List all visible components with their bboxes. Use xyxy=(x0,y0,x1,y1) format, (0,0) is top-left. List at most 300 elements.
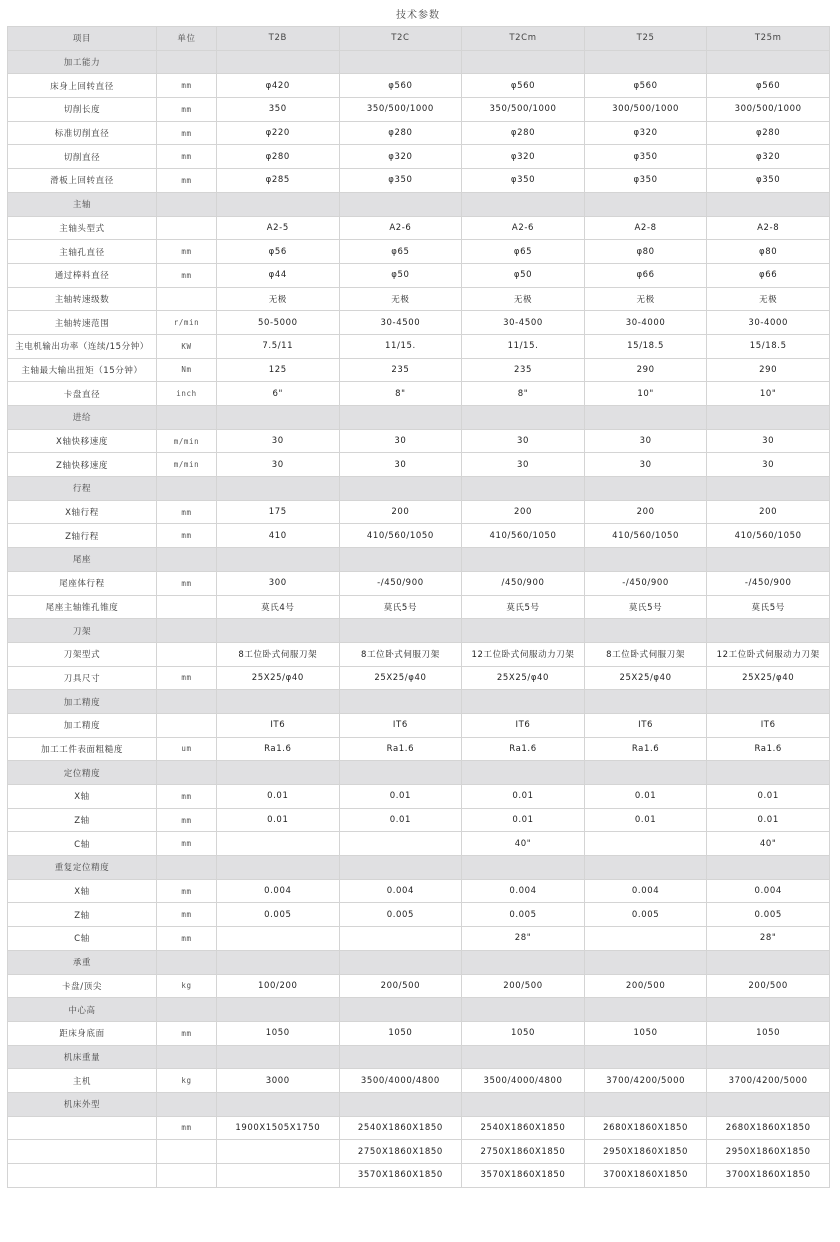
section-empty-cell xyxy=(707,548,830,572)
value-cell: φ350 xyxy=(339,169,462,193)
section-empty-cell xyxy=(157,1045,217,1069)
value-cell: 0.01 xyxy=(584,785,707,809)
section-empty-cell xyxy=(339,761,462,785)
table-row xyxy=(8,974,830,998)
value-cell: 30 xyxy=(584,453,707,477)
value-cell: 30 xyxy=(217,429,340,453)
value-cell: 莫氏5号 xyxy=(584,595,707,619)
value-cell: IT6 xyxy=(339,713,462,737)
section-empty-cell xyxy=(217,548,340,572)
section-empty-cell xyxy=(157,406,217,430)
unit-cell: KW xyxy=(157,334,217,358)
section-empty-cell xyxy=(707,950,830,974)
section-empty-cell xyxy=(462,1092,585,1116)
value-cell: 290 xyxy=(707,358,830,382)
unit-cell: mm xyxy=(157,240,217,264)
item-cell xyxy=(8,1116,157,1140)
section-empty-cell xyxy=(707,690,830,714)
value-cell: 0.005 xyxy=(707,903,830,927)
section-empty-cell xyxy=(217,1045,340,1069)
section-empty-cell xyxy=(584,548,707,572)
section-empty-cell xyxy=(707,50,830,74)
section-empty-cell xyxy=(157,548,217,572)
section-row xyxy=(8,950,830,974)
item-cell: 卡盘/顶尖 xyxy=(8,974,157,998)
unit-cell: mm xyxy=(157,927,217,951)
value-cell: φ65 xyxy=(462,240,585,264)
item-cell: 主轴最大输出扭矩（15分钟） xyxy=(8,358,157,382)
value-cell: 30-4500 xyxy=(462,311,585,335)
section-row xyxy=(8,548,830,572)
value-cell xyxy=(217,832,340,856)
item-cell xyxy=(8,1140,157,1164)
value-cell: 无极 xyxy=(707,287,830,311)
value-cell: φ560 xyxy=(707,74,830,98)
unit-cell: r/min xyxy=(157,311,217,335)
section-row xyxy=(8,998,830,1022)
section-label: 加工精度 xyxy=(8,690,157,714)
section-empty-cell xyxy=(157,761,217,785)
value-cell: Ra1.6 xyxy=(339,737,462,761)
value-cell: 8工位卧式伺服刀架 xyxy=(217,642,340,666)
section-empty-cell xyxy=(707,998,830,1022)
section-row xyxy=(8,761,830,785)
value-cell: 0.01 xyxy=(707,785,830,809)
value-cell: 0.004 xyxy=(462,879,585,903)
unit-cell: mm xyxy=(157,666,217,690)
value-cell: 30 xyxy=(339,453,462,477)
item-cell: 主电机输出功率（连续/15分钟） xyxy=(8,334,157,358)
section-empty-cell xyxy=(707,406,830,430)
section-label: 机床重量 xyxy=(8,1045,157,1069)
section-empty-cell xyxy=(462,761,585,785)
section-label: 主轴 xyxy=(8,192,157,216)
section-empty-cell xyxy=(462,548,585,572)
value-cell: 1050 xyxy=(217,1021,340,1045)
value-cell: 0.004 xyxy=(707,879,830,903)
table-row xyxy=(8,263,830,287)
unit-cell: mm xyxy=(157,263,217,287)
value-cell: 200/500 xyxy=(339,974,462,998)
value-cell xyxy=(584,927,707,951)
value-cell: IT6 xyxy=(462,713,585,737)
unit-cell: mm xyxy=(157,145,217,169)
value-cell: Ra1.6 xyxy=(462,737,585,761)
section-empty-cell xyxy=(339,477,462,501)
value-cell: 200 xyxy=(339,500,462,524)
value-cell: 无极 xyxy=(584,287,707,311)
value-cell: 0.005 xyxy=(584,903,707,927)
item-cell: C轴 xyxy=(8,832,157,856)
section-empty-cell xyxy=(217,50,340,74)
value-cell: φ280 xyxy=(462,121,585,145)
table-row xyxy=(8,334,830,358)
section-empty-cell xyxy=(157,690,217,714)
header-model-t2cm: T2Cm xyxy=(462,27,585,51)
item-cell: Z轴行程 xyxy=(8,524,157,548)
unit-cell: inch xyxy=(157,382,217,406)
section-row xyxy=(8,856,830,880)
table-row xyxy=(8,808,830,832)
section-empty-cell xyxy=(157,477,217,501)
item-cell: 尾座体行程 xyxy=(8,571,157,595)
section-empty-cell xyxy=(157,998,217,1022)
value-cell: 12工位卧式伺服动力刀架 xyxy=(462,642,585,666)
value-cell: 410 xyxy=(217,524,340,548)
section-empty-cell xyxy=(339,1092,462,1116)
header-model-t2b: T2B xyxy=(217,27,340,51)
unit-cell: kg xyxy=(157,974,217,998)
item-cell: 切削长度 xyxy=(8,98,157,122)
section-empty-cell xyxy=(339,50,462,74)
section-empty-cell xyxy=(462,50,585,74)
header-unit: 单位 xyxy=(157,27,217,51)
value-cell: 15/18.5 xyxy=(707,334,830,358)
section-empty-cell xyxy=(462,406,585,430)
value-cell: 11/15. xyxy=(462,334,585,358)
value-cell: IT6 xyxy=(707,713,830,737)
item-cell: X轴行程 xyxy=(8,500,157,524)
value-cell: 1050 xyxy=(584,1021,707,1045)
value-cell: 0.005 xyxy=(217,903,340,927)
value-cell: IT6 xyxy=(217,713,340,737)
section-empty-cell xyxy=(339,856,462,880)
value-cell: 100/200 xyxy=(217,974,340,998)
value-cell: 15/18.5 xyxy=(584,334,707,358)
value-cell: φ66 xyxy=(707,263,830,287)
value-cell: φ320 xyxy=(584,121,707,145)
table-row xyxy=(8,571,830,595)
value-cell: 28" xyxy=(707,927,830,951)
item-cell: C轴 xyxy=(8,927,157,951)
section-empty-cell xyxy=(157,619,217,643)
item-cell: Z轴 xyxy=(8,903,157,927)
section-label: 机床外型 xyxy=(8,1092,157,1116)
value-cell: 28" xyxy=(462,927,585,951)
table-row xyxy=(8,287,830,311)
value-cell: -/450/900 xyxy=(339,571,462,595)
section-empty-cell xyxy=(462,856,585,880)
value-cell: 300/500/1000 xyxy=(707,98,830,122)
item-cell: 主轴转速范围 xyxy=(8,311,157,335)
value-cell: 1050 xyxy=(462,1021,585,1045)
value-cell: φ560 xyxy=(584,74,707,98)
unit-cell: m/min xyxy=(157,453,217,477)
value-cell: 350 xyxy=(217,98,340,122)
value-cell: 235 xyxy=(462,358,585,382)
section-row xyxy=(8,477,830,501)
table-row xyxy=(8,98,830,122)
item-cell: Z轴 xyxy=(8,808,157,832)
table-row xyxy=(8,713,830,737)
value-cell: 350/500/1000 xyxy=(462,98,585,122)
header-model-t2c: T2C xyxy=(339,27,462,51)
value-cell xyxy=(584,832,707,856)
section-row xyxy=(8,690,830,714)
value-cell: 10" xyxy=(707,382,830,406)
value-cell: φ66 xyxy=(584,263,707,287)
value-cell: φ80 xyxy=(707,240,830,264)
value-cell: 3700/4200/5000 xyxy=(584,1069,707,1093)
item-cell: 主机 xyxy=(8,1069,157,1093)
value-cell: 410/560/1050 xyxy=(462,524,585,548)
value-cell: 30 xyxy=(707,453,830,477)
section-empty-cell xyxy=(462,192,585,216)
section-empty-cell xyxy=(462,690,585,714)
value-cell: φ320 xyxy=(339,145,462,169)
unit-cell: mm xyxy=(157,879,217,903)
unit-cell xyxy=(157,713,217,737)
value-cell: 125 xyxy=(217,358,340,382)
value-cell: IT6 xyxy=(584,713,707,737)
section-empty-cell xyxy=(707,1092,830,1116)
value-cell: φ220 xyxy=(217,121,340,145)
section-empty-cell xyxy=(157,856,217,880)
value-cell: 3700X1860X1850 xyxy=(707,1164,830,1188)
item-cell: 主轴孔直径 xyxy=(8,240,157,264)
table-row xyxy=(8,429,830,453)
value-cell: 0.01 xyxy=(707,808,830,832)
unit-cell xyxy=(157,216,217,240)
unit-cell xyxy=(157,642,217,666)
section-label: 中心高 xyxy=(8,998,157,1022)
section-empty-cell xyxy=(584,998,707,1022)
value-cell: 6" xyxy=(217,382,340,406)
value-cell: 11/15. xyxy=(339,334,462,358)
section-empty-cell xyxy=(157,50,217,74)
value-cell: 300/500/1000 xyxy=(584,98,707,122)
header-model-t25m: T25m xyxy=(707,27,830,51)
value-cell: φ560 xyxy=(462,74,585,98)
value-cell: 1050 xyxy=(339,1021,462,1045)
value-cell: 0.004 xyxy=(217,879,340,903)
unit-cell: um xyxy=(157,737,217,761)
value-cell: 2750X1860X1850 xyxy=(462,1140,585,1164)
section-label: 重复定位精度 xyxy=(8,856,157,880)
item-cell xyxy=(8,1164,157,1188)
value-cell: φ350 xyxy=(707,169,830,193)
value-cell: 无极 xyxy=(462,287,585,311)
unit-cell: mm xyxy=(157,832,217,856)
value-cell: Ra1.6 xyxy=(217,737,340,761)
table-title: 技术参数 xyxy=(396,9,440,21)
table-row xyxy=(8,1021,830,1045)
table-row xyxy=(8,642,830,666)
unit-cell: mm xyxy=(157,500,217,524)
table-row xyxy=(8,524,830,548)
value-cell xyxy=(339,832,462,856)
unit-cell: mm xyxy=(157,74,217,98)
item-cell: 距床身底面 xyxy=(8,1021,157,1045)
value-cell: 200/500 xyxy=(462,974,585,998)
section-empty-cell xyxy=(339,406,462,430)
unit-cell: mm xyxy=(157,98,217,122)
value-cell xyxy=(217,1140,340,1164)
section-empty-cell xyxy=(217,856,340,880)
value-cell: 30 xyxy=(584,429,707,453)
value-cell: 12工位卧式伺服动力刀架 xyxy=(707,642,830,666)
section-empty-cell xyxy=(339,192,462,216)
value-cell: 410/560/1050 xyxy=(584,524,707,548)
section-empty-cell xyxy=(584,619,707,643)
section-row xyxy=(8,1045,830,1069)
item-cell: 标准切削直径 xyxy=(8,121,157,145)
table-row xyxy=(8,785,830,809)
value-cell: 25X25/φ40 xyxy=(217,666,340,690)
section-empty-cell xyxy=(157,950,217,974)
value-cell: 2950X1860X1850 xyxy=(584,1140,707,1164)
section-row xyxy=(8,1092,830,1116)
table-row xyxy=(8,1140,830,1164)
section-empty-cell xyxy=(339,548,462,572)
value-cell: A2-5 xyxy=(217,216,340,240)
value-cell: 2680X1860X1850 xyxy=(707,1116,830,1140)
value-cell: 莫氏4号 xyxy=(217,595,340,619)
table-row xyxy=(8,1069,830,1093)
section-empty-cell xyxy=(462,619,585,643)
table-row xyxy=(8,358,830,382)
unit-cell: mm xyxy=(157,903,217,927)
header-item: 项目 xyxy=(8,27,157,51)
value-cell: /450/900 xyxy=(462,571,585,595)
value-cell: φ80 xyxy=(584,240,707,264)
section-label: 加工能力 xyxy=(8,50,157,74)
value-cell: 40" xyxy=(707,832,830,856)
section-row xyxy=(8,619,830,643)
table-row xyxy=(8,145,830,169)
section-label: 尾座 xyxy=(8,548,157,572)
value-cell: 290 xyxy=(584,358,707,382)
item-cell: 主轴头型式 xyxy=(8,216,157,240)
value-cell: 200/500 xyxy=(584,974,707,998)
table-row xyxy=(8,595,830,619)
item-cell: X轴 xyxy=(8,785,157,809)
value-cell: 25X25/φ40 xyxy=(462,666,585,690)
section-empty-cell xyxy=(707,856,830,880)
section-empty-cell xyxy=(217,950,340,974)
section-empty-cell xyxy=(462,477,585,501)
section-empty-cell xyxy=(157,192,217,216)
value-cell: φ50 xyxy=(339,263,462,287)
section-empty-cell xyxy=(462,998,585,1022)
value-cell: 0.01 xyxy=(462,808,585,832)
section-empty-cell xyxy=(584,406,707,430)
value-cell: 3500/4000/4800 xyxy=(339,1069,462,1093)
section-label: 进给 xyxy=(8,406,157,430)
value-cell: 3570X1860X1850 xyxy=(339,1164,462,1188)
section-empty-cell xyxy=(707,477,830,501)
section-empty-cell xyxy=(584,690,707,714)
table-row xyxy=(8,1116,830,1140)
section-empty-cell xyxy=(707,192,830,216)
value-cell: 0.005 xyxy=(339,903,462,927)
unit-cell: kg xyxy=(157,1069,217,1093)
section-empty-cell xyxy=(584,856,707,880)
value-cell: 30 xyxy=(462,429,585,453)
value-cell: φ285 xyxy=(217,169,340,193)
value-cell: 30 xyxy=(217,453,340,477)
value-cell: 3000 xyxy=(217,1069,340,1093)
value-cell: 10" xyxy=(584,382,707,406)
value-cell: 2540X1860X1850 xyxy=(339,1116,462,1140)
value-cell: φ280 xyxy=(217,145,340,169)
value-cell: Ra1.6 xyxy=(707,737,830,761)
item-cell: 卡盘直径 xyxy=(8,382,157,406)
value-cell: 200/500 xyxy=(707,974,830,998)
value-cell: 2750X1860X1850 xyxy=(339,1140,462,1164)
value-cell: 莫氏5号 xyxy=(462,595,585,619)
value-cell: 30 xyxy=(339,429,462,453)
value-cell: 无极 xyxy=(217,287,340,311)
value-cell: 0.01 xyxy=(217,808,340,832)
unit-cell: mm xyxy=(157,169,217,193)
item-cell: X轴 xyxy=(8,879,157,903)
table-row xyxy=(8,903,830,927)
value-cell: A2-8 xyxy=(707,216,830,240)
value-cell: 30 xyxy=(707,429,830,453)
value-cell: φ65 xyxy=(339,240,462,264)
unit-cell: mm xyxy=(157,785,217,809)
value-cell: 0.01 xyxy=(217,785,340,809)
value-cell: 3500/4000/4800 xyxy=(462,1069,585,1093)
section-empty-cell xyxy=(462,1045,585,1069)
section-label: 行程 xyxy=(8,477,157,501)
value-cell: 8工位卧式伺服刀架 xyxy=(339,642,462,666)
table-row xyxy=(8,311,830,335)
section-empty-cell xyxy=(462,950,585,974)
table-row xyxy=(8,666,830,690)
item-cell: 刀具尺寸 xyxy=(8,666,157,690)
value-cell: 30-4000 xyxy=(707,311,830,335)
value-cell: φ280 xyxy=(707,121,830,145)
value-cell: -/450/900 xyxy=(707,571,830,595)
value-cell: 235 xyxy=(339,358,462,382)
table-row xyxy=(8,121,830,145)
unit-cell xyxy=(157,1140,217,1164)
value-cell: 0.01 xyxy=(584,808,707,832)
value-cell: 0.01 xyxy=(339,785,462,809)
value-cell: 3700/4200/5000 xyxy=(707,1069,830,1093)
value-cell: -/450/900 xyxy=(584,571,707,595)
section-row xyxy=(8,192,830,216)
table-row xyxy=(8,879,830,903)
item-cell: 加工精度 xyxy=(8,713,157,737)
unit-cell xyxy=(157,287,217,311)
value-cell: 2680X1860X1850 xyxy=(584,1116,707,1140)
value-cell xyxy=(217,927,340,951)
value-cell: 25X25/φ40 xyxy=(339,666,462,690)
section-empty-cell xyxy=(584,192,707,216)
value-cell: 2950X1860X1850 xyxy=(707,1140,830,1164)
unit-cell: mm xyxy=(157,121,217,145)
table-row xyxy=(8,1164,830,1188)
value-cell: 3700X1860X1850 xyxy=(584,1164,707,1188)
value-cell: φ420 xyxy=(217,74,340,98)
value-cell: φ560 xyxy=(339,74,462,98)
value-cell: 8工位卧式伺服刀架 xyxy=(584,642,707,666)
section-empty-cell xyxy=(584,477,707,501)
value-cell: 25X25/φ40 xyxy=(707,666,830,690)
section-empty-cell xyxy=(707,761,830,785)
value-cell: 2540X1860X1850 xyxy=(462,1116,585,1140)
value-cell: φ350 xyxy=(462,169,585,193)
value-cell: 350/500/1000 xyxy=(339,98,462,122)
section-empty-cell xyxy=(339,950,462,974)
value-cell: φ280 xyxy=(339,121,462,145)
section-empty-cell xyxy=(217,690,340,714)
section-empty-cell xyxy=(217,998,340,1022)
table-row xyxy=(8,240,830,264)
